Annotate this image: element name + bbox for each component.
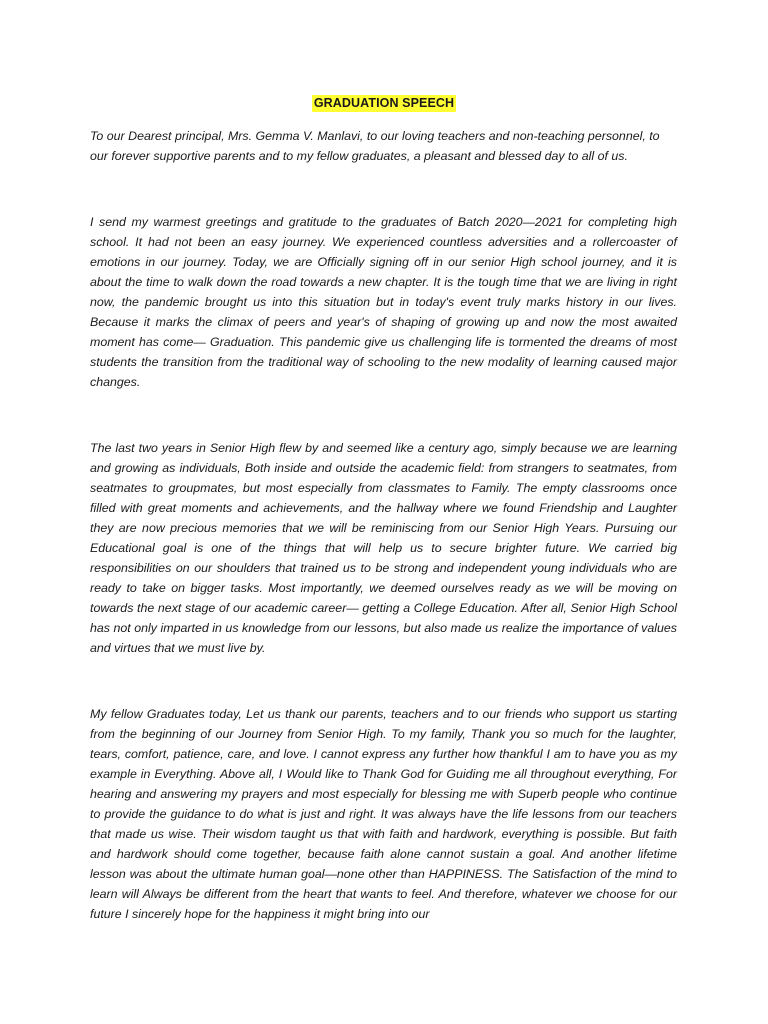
greetings-paragraph: I send my warmest greetings and gratitude to the graduates of Batch 2020—2021 for completing high school. It had not been an easy journey. We experienced countless adversities and a rollercoaster of emotions in our journey. Today, we are Officially signing off in our senior High school journey, and it is about the time to walk down the road towards a new chapter. It is the tough time that we are living in right now, the pandemic brought us into this situation but in today's event truly marks history in our lives. Because it marks the climax of peers and year's of shaping of growing up and now the most awaited moment has come— Graduation. This pandemic give us challenging life is tormented the dreams of most students the transition from the traditional way of schooling to the new modality of learning caused major changes. <box>90 215 677 389</box>
gratitude-paragraph: My fellow Graduates today, Let us thank our parents, teachers and to our friends who support us starting from the beginning of our Journey from Senior High. To my family, Thank you so much for the laughter, tears, comfort, patience, care, and love. I cannot express any further how thankful I am to have you as my example in Everything. Above all, I Would like to Thank God for Guiding me all throughout everything, For hearing and answering my prayers and most especially for blessing me with Superb people who continue to provide the guidance to do what is just and right. It was always have the life lessons from our teachers that made us wise. Their wisdom taught us that with faith and hardwork, everything is possible. But faith and hardwork should come together, because faith alone cannot sustain a goal. And another lifetime lesson was about the ultimate human goal—none other than HAPPINESS. The Satisfaction of the mind to learn will Always be different from the heart that wants to feel. And therefore, whatever we choose for our future I sincerely hope for the happiness it might bring into our <box>90 707 677 921</box>
salutation-paragraph: To our Dearest principal, Mrs. Gemma V. Manlavi, to our loving teachers and non-teaching personnel, to our forever supportive parents and to my fellow graduates, a pleasant and blessed day to all of us. <box>90 129 660 163</box>
document-title: GRADUATION SPEECH <box>313 96 455 110</box>
senior-high-memories-paragraph: The last two years in Senior High flew by and seemed like a century ago, simply because we are learning and growing as individuals, Both inside and outside the academic field: from strangers to seatmates, from seatmates to groupmates, but most especially from classmates to Family. The empty classrooms once filled with great moments and achievements, and the hallway where we found Friendship and Laughter they are now precious memories that we will be reminiscing from our Senior High Years. Pursuing our Educational goal is one of the things that will help us to secure brighter future. We carried big responsibilities on our shoulders that trained us to be strong and independent young individuals who are ready to take on bigger tasks. Most importantly, we deemed ourselves ready as we will be moving on towards the next stage of our academic career— getting a College Education. After all, Senior High School has not only imparted in us knowledge from our lessons, but also made us realize the importance of values and virtues that we must live by. <box>90 441 677 655</box>
